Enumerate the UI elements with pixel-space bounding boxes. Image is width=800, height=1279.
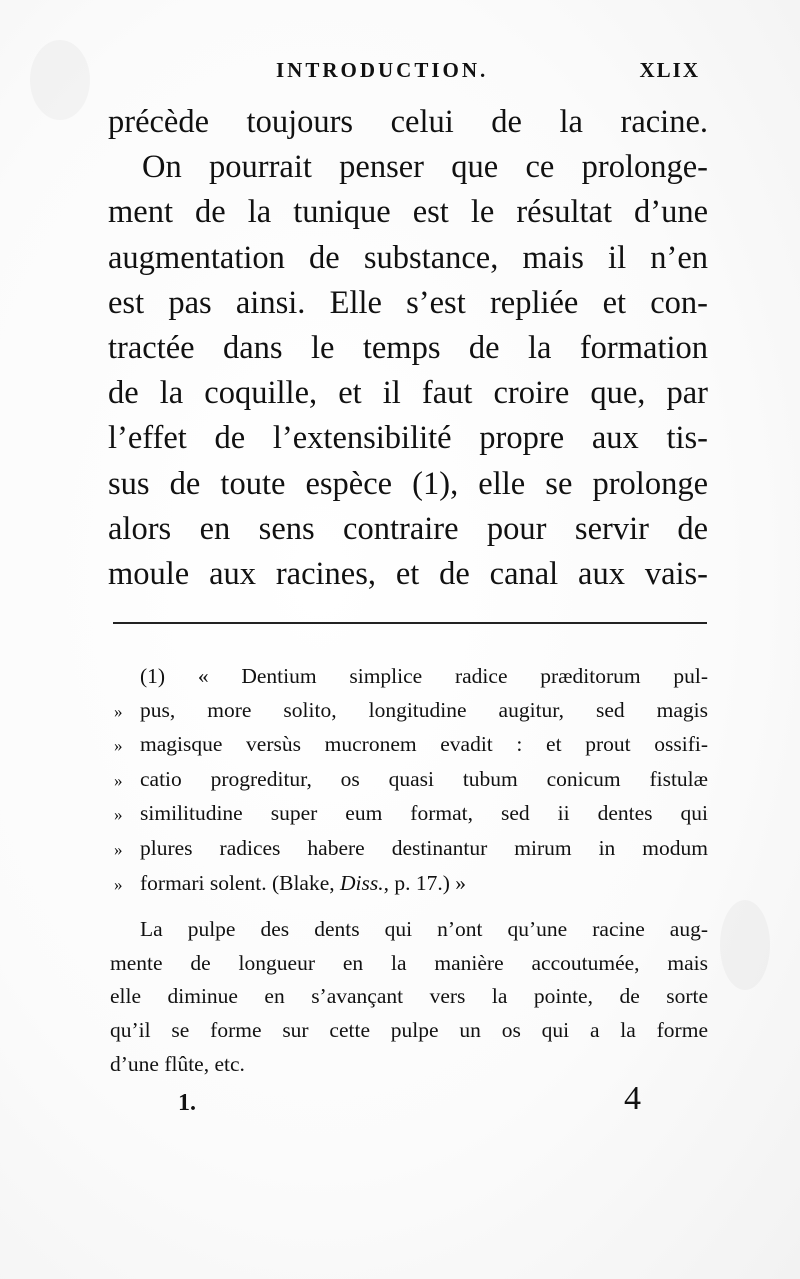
footnote-translation-line: d’une flûte, etc.	[110, 1051, 245, 1076]
footnote-rule	[113, 622, 707, 624]
main-text	[108, 100, 708, 597]
footnote-translation-line: elle diminue en s’avançant vers la pointe, de sorte	[110, 984, 708, 1009]
text-line: précède toujours celui de la racine.	[108, 104, 708, 140]
folio-roman: XLIX	[639, 58, 700, 82]
footnote-line-text: magisque versùs mucronem evadit : et prout ossifi-	[140, 732, 708, 757]
text-line: alors en sens contraire pour servir de	[108, 510, 708, 547]
quote-mark: »	[114, 805, 123, 825]
page-number: 4	[624, 1080, 641, 1117]
footnote	[110, 660, 708, 1081]
text-line: est pas ainsi. Elle s’est repliée et con-	[108, 284, 708, 321]
footnote-gap	[110, 901, 708, 913]
text-line: augmentation de substance, mais il n’en	[108, 239, 708, 276]
signature-mark: 1.	[178, 1090, 196, 1116]
footnote-line-text: similitudine super eum format, sed ii dentes qui	[140, 801, 708, 826]
footnote-translation-line: mente de longueur en la manière accoutumée, mais	[110, 950, 708, 975]
footnote-line	[110, 867, 708, 902]
quote-mark: »	[114, 839, 123, 859]
footnote-line	[110, 832, 708, 867]
footnote-translation-line: qu’il se forme sur cette pulpe un os qui a la forme	[110, 1017, 708, 1042]
footnote-line	[110, 797, 708, 832]
footnote-translation-line: La pulpe des dents qui n’ont qu’une racine aug-	[140, 917, 708, 942]
quote-mark: »	[114, 701, 123, 721]
text-line: de la coquille, et il faut croire que, par	[108, 375, 708, 412]
running-title: INTRODUCTION.	[276, 58, 489, 82]
text-line: ment de la tunique est le résultat d’une	[108, 194, 708, 231]
footnote-line-text: plures radices habere destinantur mirum in modum	[140, 835, 708, 860]
footnote-line-text: catio progreditur, os quasi tubum conicum fistulæ	[140, 766, 708, 791]
quote-mark: »	[114, 770, 123, 790]
running-head	[0, 58, 800, 94]
text-line: sus de toute espèce (1), elle se prolonge	[108, 465, 708, 502]
quote-mark: »	[114, 736, 123, 756]
text-line: moule aux racines, et de canal aux vais-	[108, 556, 708, 593]
paper-smudge	[720, 900, 770, 990]
footnote-line	[110, 763, 708, 798]
footnote-line: (1) « Dentium simplice radice præditorum pul-	[140, 664, 708, 688]
footnote-line	[110, 694, 708, 729]
text-line: On pourrait penser que ce prolonge-	[142, 149, 708, 186]
footnote-citation-pre: formari solent. (Blake,	[140, 870, 341, 895]
footnote-citation-italic: Diss.	[340, 870, 384, 895]
footnote-citation-post: , p. 17.) »	[383, 870, 467, 895]
footnote-line	[110, 728, 708, 763]
text-line: tractée dans le temps de la formation	[108, 330, 708, 367]
footnote-line-text: pus, more solito, longitudine augitur, sed magis	[140, 697, 708, 722]
text-line: l’effet de l’extensibilité propre aux tis-	[108, 420, 708, 457]
quote-mark: »	[114, 874, 123, 894]
